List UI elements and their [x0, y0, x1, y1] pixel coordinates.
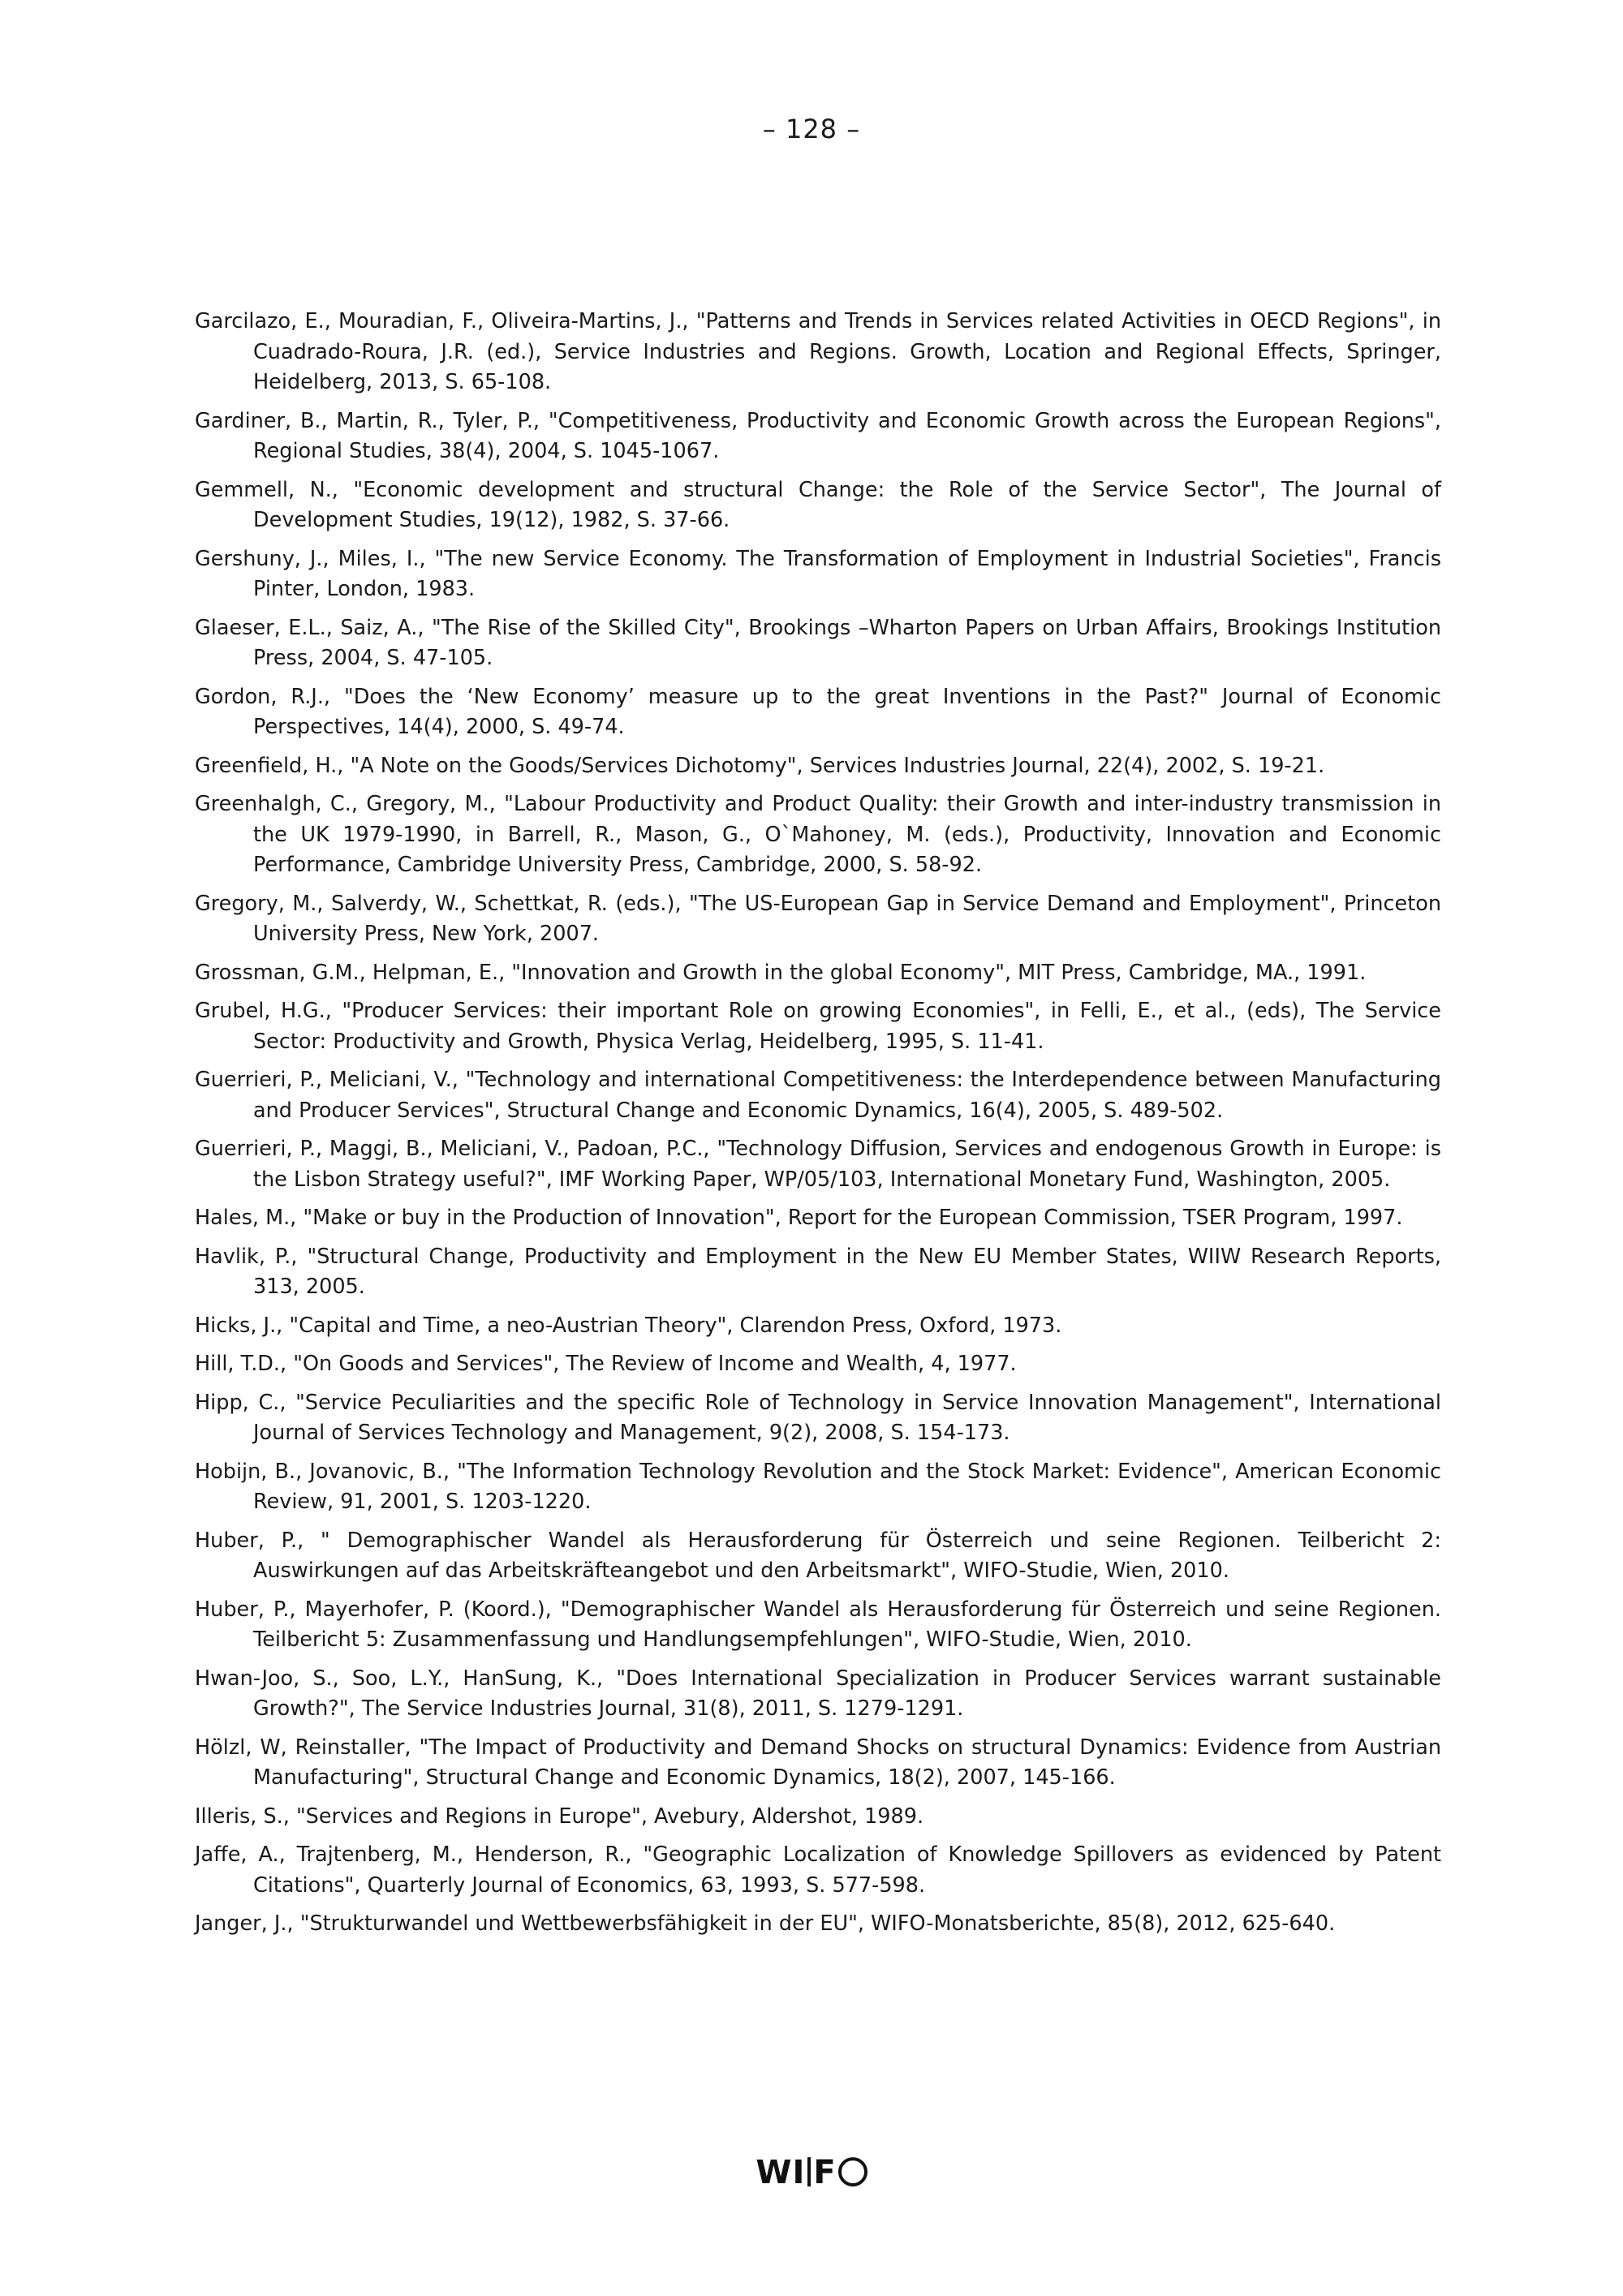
reference-entry: Havlik, P., "Structural Change, Productivity and Employment in the New EU Member States, WIIW Research Reports, 313, 2005. [195, 1244, 1441, 1299]
reference-entry: Janger, J., "Strukturwandel und Wettbewerbsfähigkeit in der EU", WIFO-Monatsberichte, 85(8), 2012, 625-640. [195, 1911, 1336, 1936]
reference-entry: Gregory, M., Salverdy, W., Schettkat, R. (eds.), "The US-European Gap in Service Demand and Employment", Princeton University Press, New York, 2007. [195, 891, 1441, 946]
page-number: – 128 – [762, 114, 861, 144]
reference-entry: Gardiner, B., Martin, R., Tyler, P., "Competitiveness, Productivity and Economic Growth across the European Regions", Regional Studies, 38(4), 2004, S. 1045-1067. [195, 408, 1441, 463]
reference-entry: Guerrieri, P., Meliciani, V., "Technology and international Competitiveness: the Interdependence between Manufacturing and Producer Services", Structural Change and Economic Dynamics, 16(4), 2005, S. 489-502. [195, 1068, 1441, 1123]
reference-entry: Hipp, C., "Service Peculiarities and the specific Role of Technology in Service Innovation Management", International Journal of Services Technology and Management, 9(2), 2008, S. 154-173. [195, 1390, 1441, 1445]
reference-entry: Hales, M., "Make or buy in the Production of Innovation", Report for the European Commission, TSER Program, 1997. [195, 1206, 1403, 1230]
reference-entry: Illeris, S., "Services and Regions in Europe", Avebury, Aldershot, 1989. [195, 1804, 924, 1829]
logo-ring-icon [838, 2157, 867, 2186]
reference-entry: Garcilazo, E., Mouradian, F., Oliveira-Martins, J., "Patterns and Trends in Services related Activities in OECD Regions", in Cuadrado-Roura, J.R. (ed.), Service Industries and Regions. Growth, Location and Regional Effects, Springer, Heidelberg, 2013, S. 65-108. [195, 309, 1441, 394]
reference-entry: Gemmell, N., "Economic development and structural Change: the Role of the Service Sector", The Journal of Development Studies, 19(12), 1982, S. 37-66. [195, 477, 1441, 532]
reference-entry: Hwan-Joo, S., Soo, L.Y., HanSung, K., "Does International Specialization in Producer Services warrant sustainable Growth?", The Service Industries Journal, 31(8), 2011, S. 1279-1291. [195, 1666, 1441, 1721]
reference-entry: Grossman, G.M., Helpman, E., "Innovation and Growth in the global Economy", MIT Press, Cambridge, MA., 1991. [195, 960, 1367, 985]
logo-right-letter: F [813, 2154, 837, 2191]
reference-entry: Glaeser, E.L., Saiz, A., "The Rise of the Skilled City", Brookings –Wharton Papers on Urban Affairs, Brookings Institution Press, 2004, S. 47-105. [195, 615, 1441, 670]
reference-entry: Gershuny, J., Miles, I., "The new Service Economy. The Transformation of Employment in Industrial Societies", Francis Pinter, London, 1983. [195, 546, 1441, 601]
reference-entry: Guerrieri, P., Maggi, B., Meliciani, V., Padoan, P.C., "Technology Diffusion, Services and endogenous Growth in Europe: is the Lisbon Strategy useful?", IMF Working Paper, WP/05/103, International Monetary Fund, Washington, 2005. [195, 1137, 1441, 1192]
logo-separator-bar [807, 2157, 811, 2186]
wifo-logo [0, 2154, 1623, 2191]
logo-left-letters: WI [756, 2154, 806, 2191]
reference-entry: Hill, T.D., "On Goods and Services", The Review of Income and Wealth, 4, 1977. [195, 1352, 1017, 1376]
reference-entry: Hicks, J., "Capital and Time, a neo-Austrian Theory", Clarendon Press, Oxford, 1973. [195, 1313, 1062, 1338]
reference-entry: Huber, P., " Demographischer Wandel als Herausforderung für Österreich und seine Regionen. Teilbericht 2: Auswirkungen auf das Arbeitskräfteangebot und den Arbeitsmarkt", WIFO-Studie, Wien, 2010. [195, 1528, 1441, 1583]
reference-entry: Grubel, H.G., "Producer Services: their important Role on growing Economies", in Felli, E., et al., (eds), The Service Sector: Productivity and Growth, Physica Verlag, Heidelberg, 1995, S. 11-41. [195, 999, 1441, 1054]
reference-entry: Gordon, R.J., "Does the ‘New Economy’ measure up to the great Inventions in the Past?" Journal of Economic Perspectives, 14(4), 2000, S. 49-74. [195, 684, 1441, 739]
reference-entry: Huber, P., Mayerhofer, P. (Koord.), "Demographischer Wandel als Herausforderung für Österreich und seine Regionen. Teilbericht 5: Zusammenfassung und Handlungsempfehlungen", WIFO-Studie, Wien, 2010. [195, 1597, 1441, 1652]
reference-entry: Hölzl, W, Reinstaller, "The Impact of Productivity and Demand Shocks on structural Dynamics: Evidence from Austrian Manufacturing", Structural Change and Economic Dynamics, 18(2), 2007, 145-166. [195, 1735, 1441, 1790]
reference-entry: Hobijn, B., Jovanovic, B., "The Information Technology Revolution and the Stock Market: Evidence", American Economic Review, 91, 2001, S. 1203-1220. [195, 1459, 1441, 1514]
reference-entry: Greenfield, H., "A Note on the Goods/Services Dichotomy", Services Industries Journal, 22(4), 2002, S. 19-21. [195, 753, 1325, 778]
reference-entry: Jaffe, A., Trajtenberg, M., Henderson, R., "Geographic Localization of Knowledge Spillovers as evidenced by Patent Citations", Quarterly Journal of Economics, 63, 1993, S. 577-598. [195, 1842, 1441, 1898]
reference-list [195, 307, 1441, 1948]
reference-entry: Greenhalgh, C., Gregory, M., "Labour Productivity and Product Quality: their Growth and inter-industry transmission in the UK 1979-1990, in Barrell, R., Mason, G., O`Mahoney, M. (eds.), Productivity, Innovation and Economic Performance, Cambridge University Press, Cambridge, 2000, S. 58-92. [195, 792, 1441, 877]
